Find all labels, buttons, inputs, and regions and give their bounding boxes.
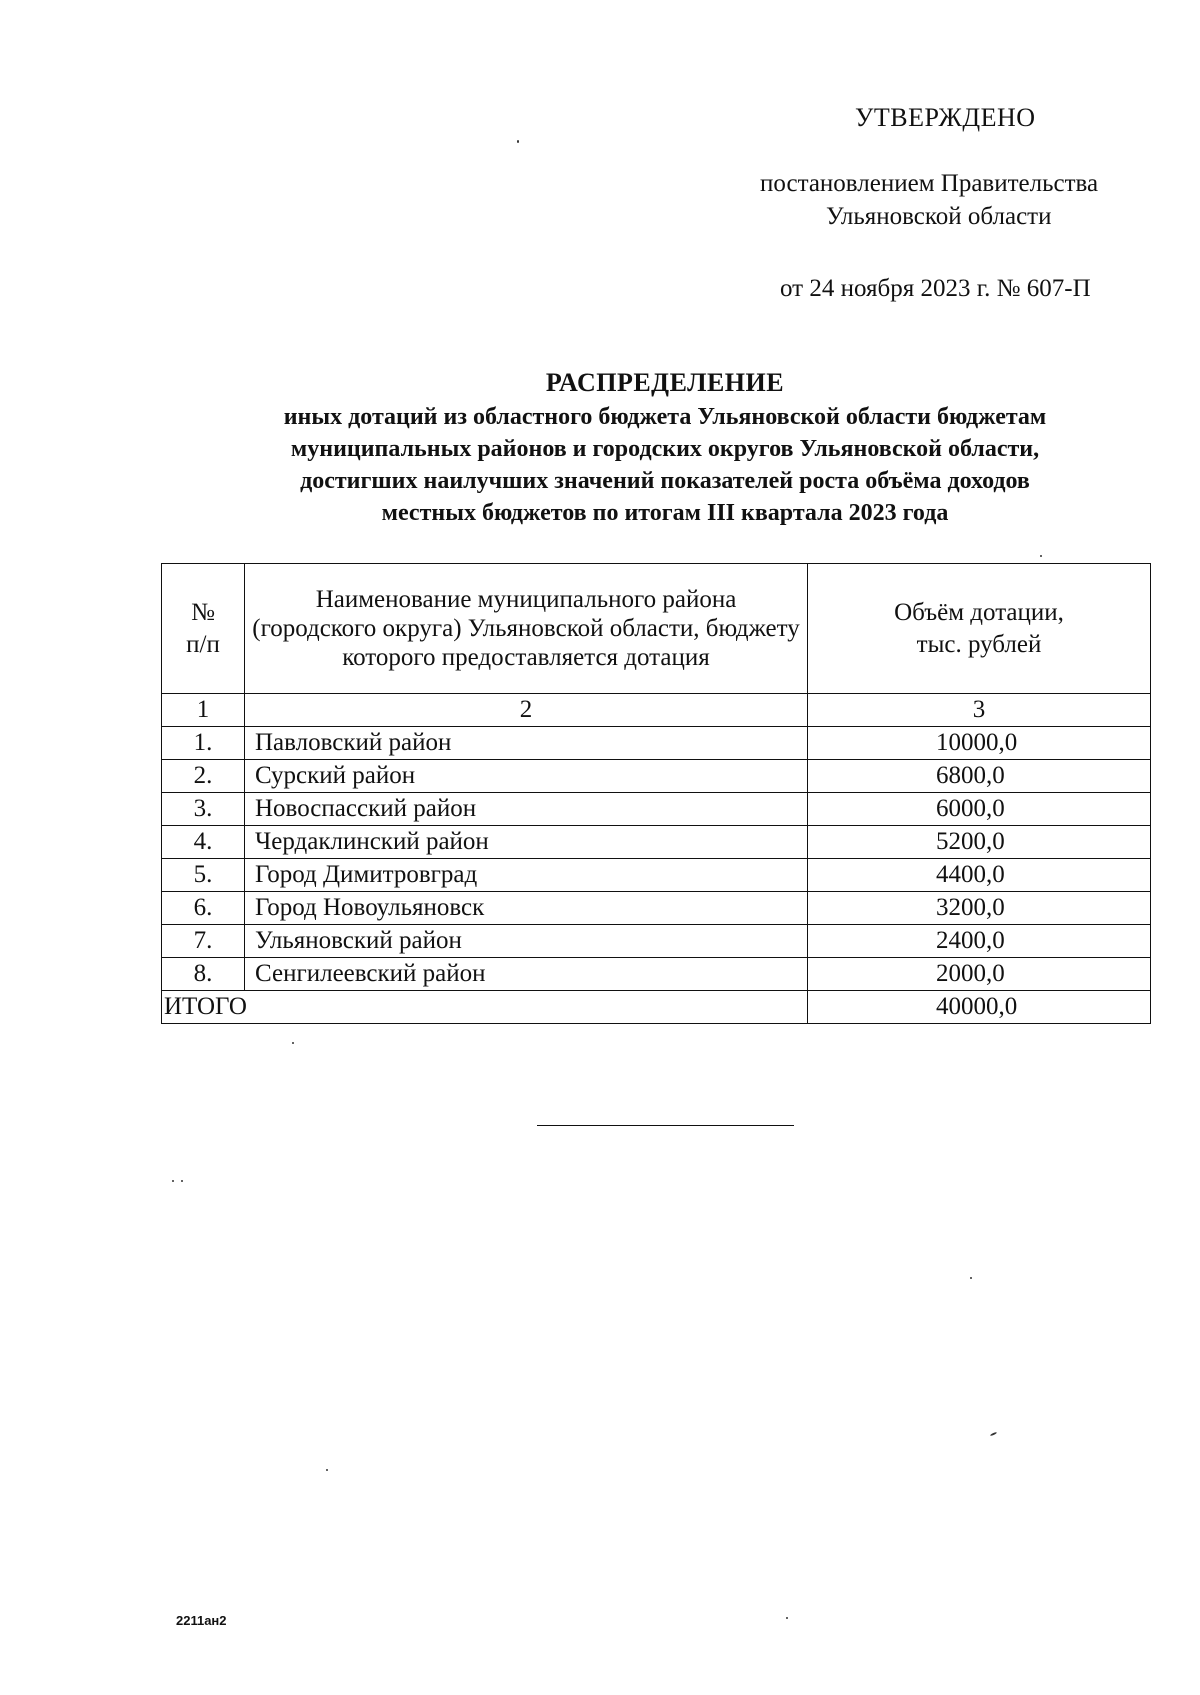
table-row: [162, 826, 1151, 859]
row-name: Город Димитровград: [245, 859, 808, 892]
scan-speck: [1040, 555, 1042, 557]
row-number: 6.: [162, 892, 245, 925]
column-index: 3: [808, 694, 1151, 727]
approval-line-1: постановлением Правительства: [760, 170, 1099, 197]
header-volume-line-2: тыс. рублей: [916, 630, 1042, 658]
row-value: 2000,0: [808, 958, 1151, 991]
table-row: [162, 859, 1151, 892]
heading-title: РАСПРЕДЕЛЕНИЕ: [545, 368, 785, 397]
table-row: [162, 958, 1151, 991]
document-heading: [160, 365, 1170, 529]
heading-line-1: иных дотаций из областного бюджета Ульяновской области бюджетам: [283, 404, 1047, 430]
scan-speck: [990, 1432, 997, 1437]
scan-speck: [786, 1617, 788, 1619]
row-value: 2400,0: [808, 925, 1151, 958]
row-number: 7.: [162, 925, 245, 958]
table-header-row: [162, 564, 1151, 694]
row-value: 4400,0: [808, 859, 1151, 892]
header-number-line-1: №: [191, 598, 215, 626]
row-name: Сурский район: [245, 760, 808, 793]
row-number: 3.: [162, 793, 245, 826]
row-value: 3200,0: [808, 892, 1151, 925]
heading-line-3: достигших наилучших значений показателей роста объёма доходов: [300, 468, 1030, 494]
column-index-row: [162, 694, 1151, 727]
distribution-table: [161, 563, 1151, 1024]
scan-speck: [517, 140, 519, 143]
total-label: ИТОГО: [162, 991, 808, 1024]
approval-title: УТВЕРЖДЕНО: [855, 103, 1036, 132]
header-name: Наименование муниципального района (городского округа) Ульяновской области, бюджету которого предоставляется дотация: [245, 564, 808, 694]
table-row: [162, 727, 1151, 760]
column-index: 1: [162, 694, 245, 727]
header-volume-line-1: Объём дотации,: [894, 598, 1064, 626]
heading-line-2: муниципальных районов и городских округов Ульяновской области,: [290, 436, 1040, 462]
row-name: Ульяновский район: [245, 925, 808, 958]
row-number: 5.: [162, 859, 245, 892]
table-row: [162, 760, 1151, 793]
table-row: [162, 892, 1151, 925]
row-name: Павловский район: [245, 727, 808, 760]
scan-speck: [292, 1042, 294, 1044]
scan-speck: [181, 1180, 183, 1182]
total-value: 40000,0: [808, 991, 1151, 1024]
scan-speck: [326, 1469, 328, 1471]
row-name: Новоспасский район: [245, 793, 808, 826]
scan-speck: [970, 1277, 972, 1279]
separator-line: [537, 1125, 794, 1126]
row-value: 5200,0: [808, 826, 1151, 859]
row-number: 4.: [162, 826, 245, 859]
header-number-line-2: п/п: [186, 630, 220, 658]
row-number: 8.: [162, 958, 245, 991]
row-value: 6800,0: [808, 760, 1151, 793]
approval-line-2: Ульяновской области: [826, 203, 1052, 230]
column-index: 2: [245, 694, 808, 727]
table-row: [162, 793, 1151, 826]
scan-speck: [172, 1180, 174, 1182]
row-name: Сенгилеевский район: [245, 958, 808, 991]
row-value: 10000,0: [808, 727, 1151, 760]
approval-date: от 24 ноября 2023 г. № 607-П: [780, 275, 1091, 302]
row-value: 6000,0: [808, 793, 1151, 826]
row-number: 1.: [162, 727, 245, 760]
row-name: Чердаклинский район: [245, 826, 808, 859]
heading-line-4: местных бюджетов по итогам III квартала 2023 года: [381, 500, 949, 526]
row-number: 2.: [162, 760, 245, 793]
document-code: 2211ан2: [176, 1613, 227, 1628]
total-row: [162, 991, 1151, 1024]
header-volume: [808, 564, 1151, 694]
table-row: [162, 925, 1151, 958]
row-name: Город Новоульяновск: [245, 892, 808, 925]
header-number: [162, 564, 245, 694]
